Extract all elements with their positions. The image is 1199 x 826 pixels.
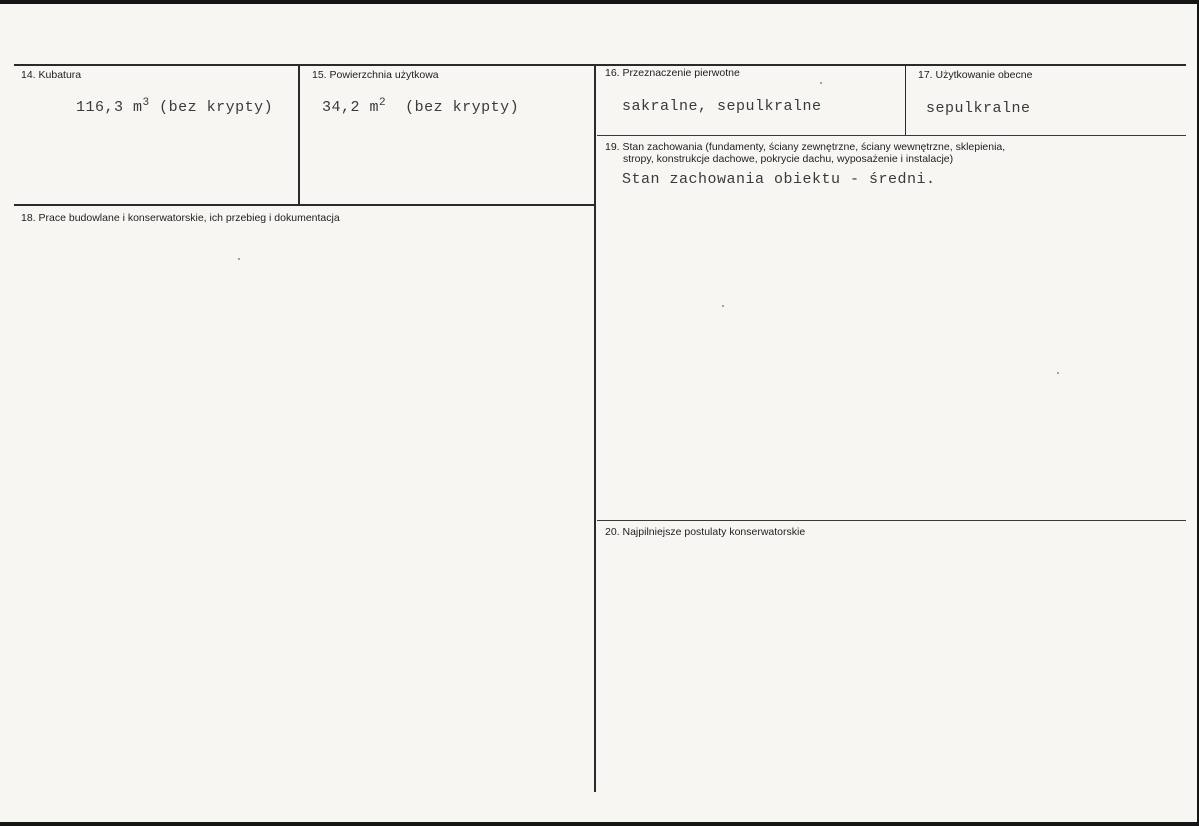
divider-center	[594, 64, 596, 792]
field-17-value: sepulkralne	[926, 100, 1031, 117]
field-16-label: 16. Przeznaczenie pierwotne	[605, 67, 740, 79]
field-14-label: 14. Kubatura	[21, 69, 82, 81]
rule-above-20	[597, 520, 1186, 521]
field-17-label: 17. Użytkowanie obecne	[918, 69, 1033, 81]
field-19-label-line1: 19. Stan zachowania (fundamenty, ściany zewnętrzne, ściany wewnętrzne, sklepienia,	[605, 141, 1006, 153]
rule-above-18	[14, 204, 596, 206]
field-18-label: 18. Prace budowlane i konserwatorskie, ich przebieg i dokumentacja	[21, 212, 340, 224]
divider-14-15	[298, 64, 300, 206]
scan-speck	[238, 258, 240, 260]
field-16-value: sakralne, sepulkralne	[622, 98, 822, 115]
divider-16-17	[905, 64, 906, 136]
field-20-label: 20. Najpilniejsze postulaty konserwatorskie	[605, 526, 806, 538]
scan-speck	[722, 305, 724, 307]
field-15-exponent: 2	[379, 97, 387, 109]
scan-speck	[820, 82, 822, 84]
record-card	[0, 4, 1197, 822]
rule-top-left	[14, 64, 597, 66]
scan-speck	[1057, 372, 1059, 374]
field-14-number: 116,3 m	[76, 99, 143, 116]
field-15-note: (bez krypty)	[386, 99, 520, 116]
field-19-value: Stan zachowania obiektu - średni.	[622, 171, 936, 188]
rule-top-right	[597, 64, 1186, 66]
field-14-exponent: 3	[142, 97, 150, 109]
rule-under-16-17	[597, 135, 1186, 136]
field-15-label: 15. Powierzchnia użytkowa	[312, 69, 439, 81]
field-19-label-line2: stropy, konstrukcje dachowe, pokrycie dachu, wyposażenie i instalacje)	[623, 153, 954, 165]
field-14-note: (bez krypty)	[149, 99, 274, 116]
field-15-number: 34,2 m	[322, 99, 380, 116]
field-15-value	[322, 97, 519, 116]
field-14-value	[76, 97, 273, 116]
